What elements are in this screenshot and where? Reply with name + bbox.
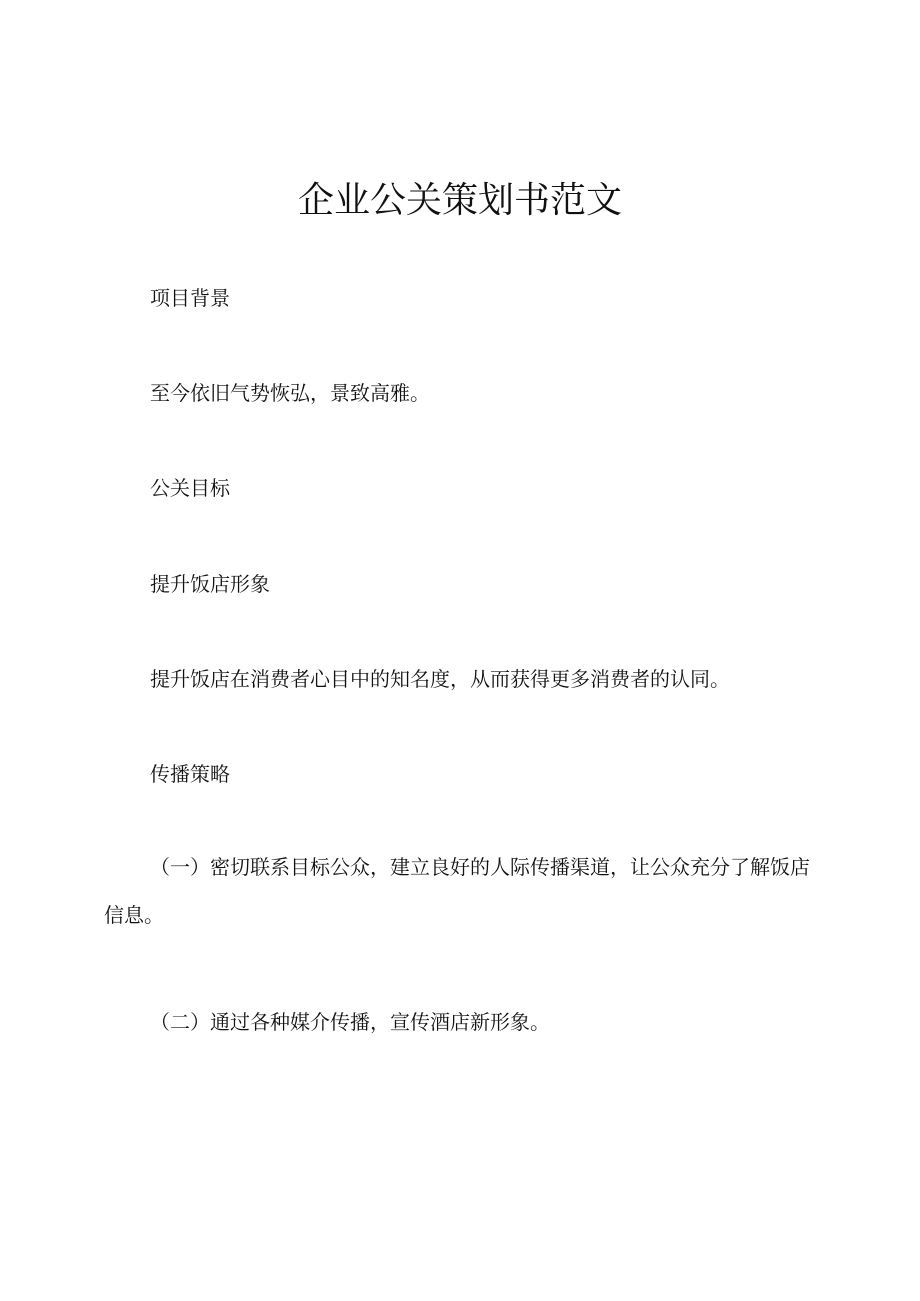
- document-title: 企业公关策划书范文: [297, 180, 622, 221]
- subheading-image: 提升饭店形象: [150, 572, 270, 596]
- section-heading-goal: 公关目标: [150, 476, 230, 500]
- paragraph-goal-text: 提升饭店在消费者心目中的知名度，从而获得更多消费者的认同。: [150, 667, 730, 691]
- section-heading-strategy: 传播策略: [150, 762, 230, 786]
- paragraph-strategy-2: （二）通过各种媒介传播，宣传酒店新形象。: [150, 1010, 550, 1034]
- section-heading-background: 项目背景: [150, 286, 230, 310]
- paragraph-background-text: 至今依旧气势恢弘，景致高雅。: [150, 381, 430, 405]
- paragraph-strategy-1: （一）密切联系目标公众，建立良好的人际传播渠道，让公众充分了解饭店信息。: [104, 855, 810, 927]
